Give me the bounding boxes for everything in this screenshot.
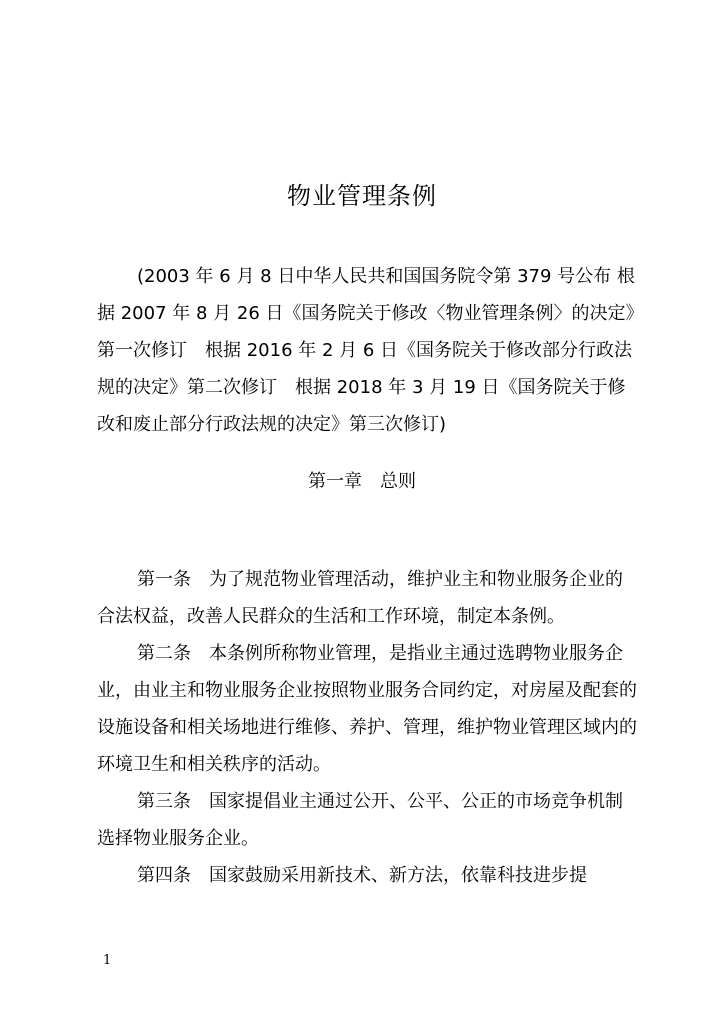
page-number: 1 [103, 953, 112, 968]
article-4 [97, 857, 637, 894]
article-4-text: 国家鼓励采用新技术、新方法，依靠科技进步提 [209, 865, 587, 886]
article-3-label: 第三条 [137, 791, 209, 812]
article-1-text: 为了规范物业管理活动，维护业主和物业服务企业的合法权益，改善人民群众的生活和工作环境，制定本条例。 [97, 569, 623, 627]
chapter-heading: 第一章 总则 [308, 471, 416, 492]
article-2 [97, 635, 637, 783]
article-2-label: 第二条 [137, 643, 209, 664]
article-3 [97, 783, 637, 857]
article-2-text: 本条例所称物业管理，是指业主通过选聘物业服务企业，由业主和物业服务企业按照物业服务合同约定，对房屋及配套的设施设备和相关场地进行维修、养护、管理，维护物业管理区域内的环境卫生和相关秩序的活动。 [97, 643, 637, 775]
article-1 [97, 561, 637, 635]
article-3-text: 国家提倡业主通过公开、公平、公正的市场竞争机制选择物业服务企业。 [97, 791, 623, 849]
document-title: 物业管理条例 [287, 182, 437, 210]
preamble-note: (2003 年 6 月 8 日中华人民共和国国务院令第 379 号公布 根据 2007 年 8 月 26 日《国务院关于修改〈物业管理条例〉的决定》第一次修订 根据 2016 年 2 月 6 日《国务院关于修改部分行政法规的决定》第二次修订 根据 2018 年 3 月 19 日《国务院关于修改和废止部分行政法规的决定》第三次修订) [97, 266, 635, 435]
article-1-label: 第一条 [137, 569, 209, 590]
article-4-label: 第四条 [137, 865, 209, 886]
